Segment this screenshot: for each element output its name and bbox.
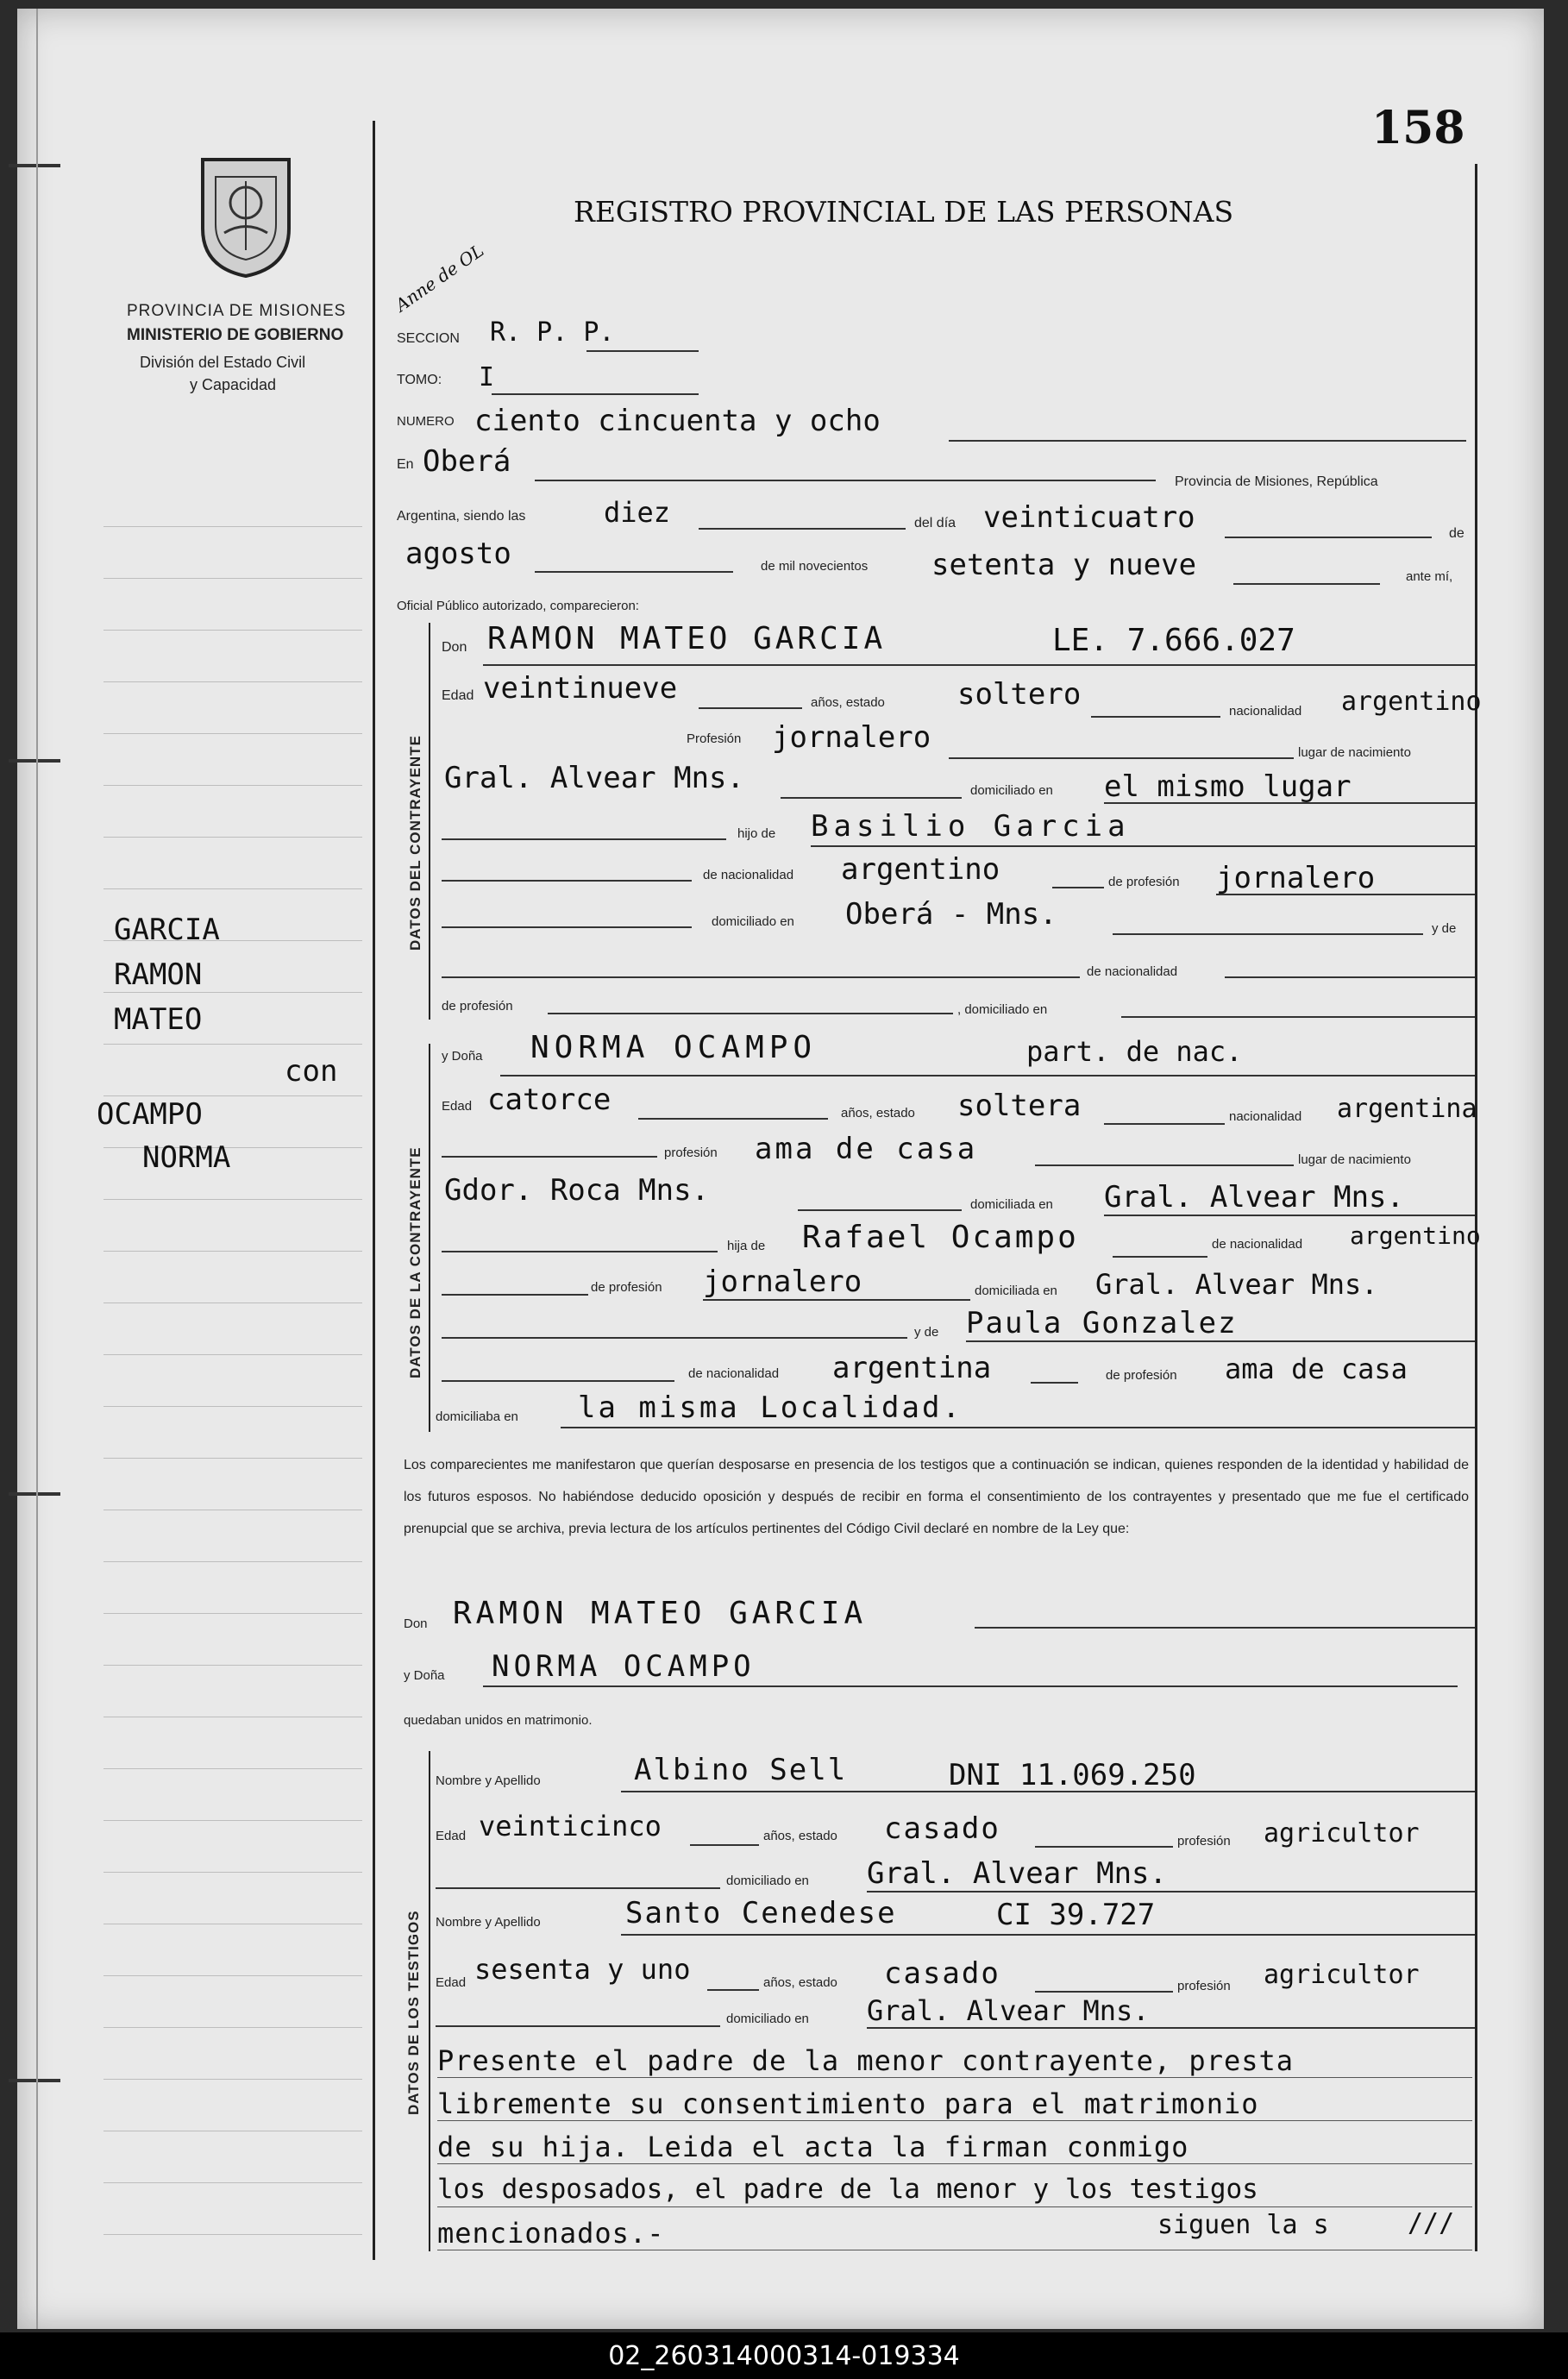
margin-rule (103, 1613, 362, 1614)
margin-rule (103, 992, 362, 993)
margin-rule (103, 1406, 362, 1407)
stamp-annotation: Anne de OL (391, 240, 488, 316)
bride-doc: part. de nac. (1026, 1035, 1243, 1068)
margin-rule (103, 785, 362, 786)
groom-estado: soltero (957, 677, 1082, 712)
groom-padre-prof: jornalero (1216, 861, 1376, 895)
note-line-4: los desposados, el padre de la menor y los testigos (437, 2174, 1258, 2205)
label-en: En (397, 457, 414, 472)
ministry-name: MINISTERIO DE GOBIERNO (127, 326, 344, 344)
witness2-name: Santo Cenedese (625, 1896, 897, 1930)
label-groom-padre-dom: domiciliado en (712, 914, 794, 929)
note-end: siguen la s (1157, 2210, 1329, 2240)
line-bride-name (500, 1075, 1475, 1077)
line-w1-domicilio (867, 1891, 1475, 1893)
line-bride-blank-2 (442, 1251, 718, 1252)
registry-title: REGISTRO PROVINCIAL DE LAS PERSONAS (574, 195, 1234, 229)
label-bride-padre-nac: de nacionalidad (1212, 1237, 1303, 1252)
line-bride-blank-3 (442, 1294, 588, 1296)
margin-rule (103, 837, 362, 838)
value-tomo: I (479, 362, 495, 392)
margin-rule (103, 1458, 362, 1459)
label-groom-lugar-nac: lugar de nacimiento (1298, 745, 1411, 760)
margin-rule (103, 1199, 362, 1200)
groom-padre: Basilio Garcia (811, 809, 1131, 844)
label-decl-don: Don (404, 1616, 428, 1631)
value-dia: veinticuatro (983, 500, 1195, 535)
line-w2-domicilio (867, 2027, 1475, 2029)
bride-padre-nac: argentino (1350, 1221, 1481, 1250)
label-bride-hija-de: hija de (727, 1239, 766, 1253)
value-anio: setenta y nueve (931, 548, 1197, 582)
scan-id: 02_260314000314-019334 (608, 2341, 960, 2371)
margin-name-ocampo: OCAMPO (97, 1097, 203, 1132)
label-w2-profesion: profesión (1177, 1979, 1231, 1993)
label-groom-edad: Edad (442, 688, 474, 703)
bride-madre-dom: la misma Localidad. (578, 1390, 963, 1425)
line-groom-madre (442, 976, 1080, 978)
line-bride-blank-4 (442, 1337, 907, 1339)
line-w2-blank (436, 2025, 720, 2027)
page-number: 158 (1371, 102, 1465, 154)
label-bride-lugar-nac: lugar de nacimiento (1298, 1152, 1411, 1167)
line-groom-padre-prof (1216, 894, 1475, 895)
witness2-edad: sesenta y uno (474, 1953, 691, 1986)
line-groom-padre (811, 845, 1475, 847)
binding-stitch (9, 1492, 60, 1496)
label-w2-edad: Edad (436, 1975, 467, 1990)
witness1-name: Albino Sell (634, 1753, 848, 1787)
line-groom-name (483, 664, 1475, 666)
note-rule-4 (437, 2206, 1472, 2207)
label-bride-padre-dom: domiciliada en (975, 1284, 1057, 1298)
bride-name: NORMA OCAMPO (530, 1030, 818, 1065)
margin-rule (103, 2234, 362, 2235)
line-bride-blank-5 (442, 1380, 674, 1382)
label-groom-padre-prof: de profesión (1108, 875, 1180, 889)
groom-padre-dom: Oberá - Mns. (845, 897, 1057, 932)
scan-footer (0, 2332, 1568, 2379)
groom-doc: LE. 7.666.027 (1052, 623, 1295, 658)
margin-rule (103, 1820, 362, 1821)
label-argentina-siendo: Argentina, siendo las (397, 509, 526, 524)
bride-estado: soltera (957, 1089, 1082, 1123)
line-w1-edad (690, 1844, 759, 1846)
label-quedaban: quedaban unidos en matrimonio. (404, 1713, 593, 1728)
margin-rule (103, 1975, 362, 1976)
margin-rule (103, 1302, 362, 1303)
line-groom-padre-dom (1113, 933, 1423, 935)
label-decl-dona: y Doña (404, 1668, 445, 1683)
label-groom-padre-nac: de nacionalidad (703, 868, 794, 882)
label-groom-profesion: Profesión (687, 731, 742, 746)
label-bride-edad: Edad (442, 1099, 473, 1114)
groom-domicilio: el mismo lugar (1104, 769, 1352, 804)
division-line-2: y Capacidad (190, 376, 277, 393)
label-de-1: de (1449, 526, 1465, 541)
margin-rule (103, 526, 362, 527)
note-line-1: Presente el padre de la menor contrayente, presta (437, 2044, 1295, 2077)
label-w1-edad: Edad (436, 1829, 467, 1843)
line-bride-estado (1104, 1123, 1225, 1125)
groom-profesion: jornalero (772, 720, 931, 755)
margin-rule (103, 888, 362, 889)
line-w2-edad (707, 1989, 759, 1991)
decl-groom-name: RAMON MATEO GARCIA (453, 1596, 868, 1631)
value-seccion: R. P. P. (490, 317, 615, 348)
label-tomo: TOMO: (397, 373, 442, 387)
label-provincia-rep: Provincia de Misiones, República (1175, 474, 1378, 489)
margin-rule (103, 1095, 362, 1096)
margin-rule (103, 1665, 362, 1666)
line-decl-dona (483, 1685, 1458, 1687)
label-don: Don (442, 640, 467, 655)
label-seccion: SECCION (397, 331, 460, 346)
line-groom-blank-1 (442, 838, 726, 840)
division-line-1: División del Estado Civil (140, 354, 306, 371)
label-groom-hijo-de: hijo de (737, 826, 776, 841)
value-mes: agosto (405, 537, 511, 571)
note-line-2: libremente su consentimiento para el matrimonio (437, 2087, 1259, 2120)
line-bride-madre-nac (1031, 1382, 1078, 1384)
margin-rule (103, 2079, 362, 2080)
label-bride-y-de: y de (914, 1325, 939, 1340)
margin-word-con: con (285, 1054, 338, 1089)
witness1-domicilio: Gral. Alvear Mns. (867, 1856, 1167, 1891)
groom-nacionalidad: argentino (1341, 687, 1482, 717)
label-w2-nombre: Nombre y Apellido (436, 1915, 541, 1930)
line-hora (699, 528, 906, 530)
witness1-edad: veinticinco (479, 1810, 662, 1842)
label-bride-madre-prof: de profesión (1106, 1368, 1177, 1383)
line-groom-domicilio (1104, 802, 1475, 804)
margin-rule (103, 1354, 362, 1355)
line-bride-lugar-nac (798, 1209, 962, 1211)
decl-bride-name: NORMA OCAMPO (492, 1649, 756, 1684)
label-groom-madre-prof: de profesión (442, 999, 513, 1014)
line-groom-profesion (949, 757, 1294, 759)
witness1-estado: casado (884, 1811, 1000, 1846)
label-w1-domiciliado: domiciliado en (726, 1874, 809, 1888)
side-label-contrayenta: DATOS DE LA CONTRAYENTE (407, 1146, 423, 1378)
side-label-contrayente: DATOS DEL CONTRAYENTE (407, 735, 423, 951)
margin-name-norma: NORMA (142, 1140, 231, 1175)
note-rule-1 (437, 2077, 1472, 2078)
label-w1-profesion: profesión (1177, 1834, 1231, 1849)
value-hora: diez (604, 496, 671, 529)
groom-lugar-nac: Gral. Alvear Mns. (444, 761, 744, 795)
line-w2-name (621, 1934, 1475, 1936)
label-w2-anos-estado: años, estado (763, 1975, 837, 1990)
note-rule-3 (437, 2163, 1472, 2164)
line-groom-madre-nac (1225, 976, 1475, 978)
margin-name-garcia: GARCIA (114, 913, 220, 947)
bride-section-rule (429, 1044, 430, 1432)
line-dia (1225, 537, 1432, 538)
line-seccion (586, 350, 699, 352)
line-groom-edad (699, 707, 802, 709)
line-bride-blank-1 (442, 1156, 657, 1158)
margin-rule (103, 1251, 362, 1252)
label-bride-madre-nac: de nacionalidad (688, 1366, 780, 1381)
note-mark: /// (1408, 2208, 1455, 2238)
line-en (535, 480, 1156, 481)
line-groom-padre-nac (1052, 887, 1104, 888)
line-tomo (492, 393, 699, 395)
label-bride-nacionalidad: nacionalidad (1229, 1109, 1302, 1124)
label-w1-nombre: Nombre y Apellido (436, 1773, 541, 1788)
margin-rule (103, 1872, 362, 1873)
line-bride-padre (1113, 1256, 1207, 1258)
line-w2-estado (1035, 1991, 1173, 1993)
line-bride-domicilio (1104, 1215, 1475, 1216)
note-rule-2 (437, 2120, 1472, 2121)
margin-rule (103, 681, 362, 682)
label-bride-profesion: profesión (664, 1146, 718, 1160)
note-line-3: de su hija. Leida el acta la firman conmigo (437, 2131, 1189, 2163)
groom-padre-nac: argentino (841, 852, 1000, 887)
bride-padre-dom: Gral. Alvear Mns. (1095, 1268, 1378, 1301)
line-groom-blank-3 (442, 926, 692, 928)
label-y-dona: y Doña (442, 1049, 483, 1064)
line-w1-blank (436, 1887, 720, 1889)
margin-rule (103, 2182, 362, 2183)
margin-name-ramon: RAMON (114, 957, 203, 992)
province-name: PROVINCIA DE MISIONES (127, 302, 347, 320)
label-ante-mi: ante mí, (1406, 569, 1453, 584)
label-numero: NUMERO (397, 414, 455, 429)
value-numero: ciento cincuenta y ocho (474, 404, 881, 438)
label-bride-padre-prof: de profesión (591, 1280, 662, 1295)
note-line-5: mencionados.- (437, 2217, 665, 2250)
witness2-profesion: agricultor (1264, 1960, 1420, 1990)
left-rule (373, 121, 375, 2260)
line-numero (949, 440, 1466, 442)
groom-section-rule (429, 623, 430, 1020)
bride-padre-prof: jornalero (703, 1265, 862, 1299)
page-fold (36, 9, 38, 2329)
label-groom-madre-nac: de nacionalidad (1087, 964, 1178, 979)
line-groom-madre-prof (548, 1013, 953, 1014)
line-w1-name (621, 1791, 1475, 1792)
witness1-profesion: agricultor (1264, 1818, 1420, 1849)
bride-madre-nac: argentina (832, 1351, 992, 1385)
label-w2-domiciliado: domiciliado en (726, 2012, 809, 2026)
bride-edad: catorce (487, 1083, 612, 1117)
side-label-testigos: DATOS DE LOS TESTIGOS (405, 1910, 422, 2115)
bride-padre: Rafael Ocampo (802, 1220, 1079, 1255)
bride-domicilio: Gral. Alvear Mns. (1104, 1180, 1404, 1215)
margin-rule (103, 1561, 362, 1562)
line-groom-estado (1091, 716, 1220, 718)
groom-edad: veintinueve (483, 671, 678, 706)
label-bride-domiciliada: domiciliada en (970, 1197, 1053, 1212)
witness-section-rule (429, 1751, 430, 2251)
margin-rule (103, 1044, 362, 1045)
line-groom-lugar-nac (781, 797, 962, 799)
margin-rule (103, 2027, 362, 2028)
provincial-seal-icon (190, 151, 302, 280)
witness2-doc: CI 39.727 (996, 1898, 1156, 1932)
binding-stitch (9, 2079, 60, 2082)
label-groom-nacionalidad: nacionalidad (1229, 704, 1302, 719)
line-anio (1233, 583, 1380, 585)
line-mes (535, 571, 733, 573)
margin-rule (103, 578, 362, 579)
binding-stitch (9, 759, 60, 763)
bride-madre-prof: ama de casa (1225, 1353, 1408, 1385)
witness2-domicilio: Gral. Alvear Mns. (867, 1994, 1150, 2027)
bride-lugar-nac: Gdor. Roca Mns. (444, 1173, 710, 1208)
groom-name: RAMON MATEO GARCIA (487, 621, 887, 656)
bride-madre: Paula Gonzalez (966, 1306, 1238, 1340)
right-rule (1475, 164, 1477, 2251)
margin-rule (103, 1768, 362, 1769)
bride-profesion: ama de casa (755, 1132, 978, 1166)
line-bride-madre-dom (561, 1427, 1475, 1428)
declaration-paragraph: Los comparecientes me manifestaron que querían desposarse en presencia de los testigos que a continuación se indican, quienes responden de la identidad y habilidad de los futuros esposos. No habiéndose deducido oposición y después de recibir en forma el consentimiento de los contrayentes y presentado que me fue el certificado prenupcial que se archiva, previa lectura de los artículos pertinentes del Código Civil declaré en nombre de la Ley que: (404, 1458, 1469, 1536)
label-w1-anos-estado: años, estado (763, 1829, 837, 1843)
line-bride-profesion (1035, 1164, 1294, 1166)
line-groom-blank-2 (442, 880, 692, 882)
label-groom-domiciliado: domiciliado en (970, 783, 1053, 798)
label-groom-y-de: y de (1432, 921, 1457, 936)
label-de-mil: de mil novecientos (761, 559, 869, 574)
bride-nacionalidad: argentina (1337, 1094, 1477, 1124)
binding-stitch (9, 164, 60, 167)
label-oficial: Oficial Público autorizado, comparecieron: (397, 599, 639, 613)
witness2-estado: casado (884, 1956, 1000, 1991)
line-bride-padre-prof (703, 1299, 970, 1301)
margin-name-mateo: MATEO (114, 1002, 203, 1037)
line-bride-madre (966, 1340, 1475, 1342)
line-decl-don (975, 1627, 1475, 1629)
line-w1-estado (1035, 1846, 1173, 1848)
line-groom-madre-dom (1121, 1016, 1475, 1018)
witness1-doc: DNI 11.069.250 (949, 1758, 1196, 1792)
label-groom-madre-dom: , domiciliado en (957, 1002, 1048, 1017)
line-bride-edad (638, 1118, 828, 1120)
registry-page (17, 9, 1544, 2329)
label-groom-anos-estado: años, estado (811, 695, 885, 710)
value-en: Oberá (423, 444, 511, 479)
label-bride-domiciliaba: domiciliaba en (436, 1409, 518, 1424)
label-del-dia: del día (914, 516, 956, 530)
margin-rule (103, 630, 362, 631)
margin-rule (103, 733, 362, 734)
label-bride-anos-estado: años, estado (841, 1106, 915, 1120)
